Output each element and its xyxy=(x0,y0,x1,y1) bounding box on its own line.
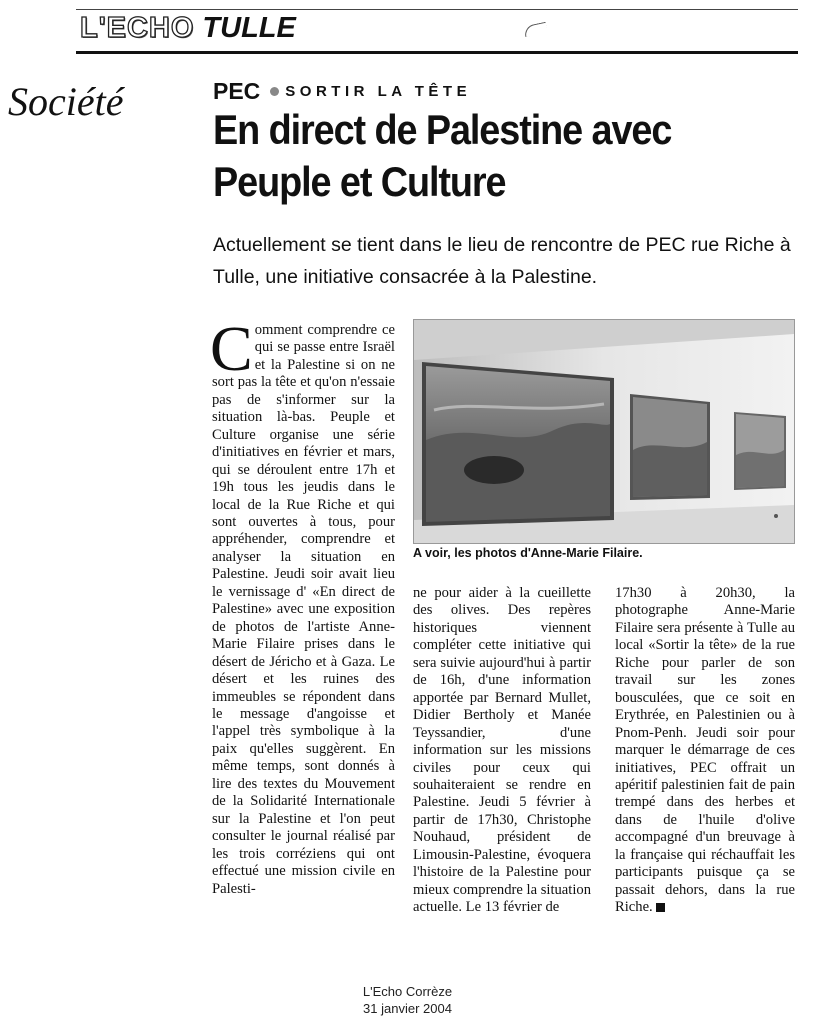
column-3-text: 17h30 à 20h30, la photographe Anne-Marie Filaire sera présente à Tulle au local «Sortir la tête» de la rue Riche pour parler de son travail sur les zones bousculées, que ce soit en Erythrée, en Palestinien ou à Pnom-Penh. Jeudi soir pour marquer le démarrage de ces initiatives, PEC offrait un apéritif palestinien fait de pain trempé dans des herbes et dans de l'huile d'olive accompagné d'un breuvage à la française qui réchauffait les participants puisque ça se passait dehors, dans la rue Riche. xyxy=(615,585,795,916)
column-1-text: omment comprendre ce qui se passe entre Israël et la Palestine si on ne sort pas la tête et qu'on n'essaie pas de s'informer sur la situation là-bas. Peuple et Culture organise une série d'initiatives en février et mars, qui se déroulent entre 17h et 19h tous les jeudis dans le local de la Rue Riche et qui sont ouvertes à tous, pour appréhender, comprendre et analyser la situation en Palestine. Jeudi soir avait lieu le vernissage d' «En direct de Palestine» avec une exposition de photos de l'artiste Anne-Marie Filaire prises dans le désert de Jéricho et à Gaza. Le désert et les ruines des immeubles se répondent dans le message d'angoisse et l'appel très symbolique à la paix qu'elles suggèrent. En même temps, sont donnés à lire des textes du Mouvement de la Solidarité Internationale sur la Palestine et l'on peut consulter le journal réalisé par les trois corréziens qui ont effectué une mission civile en Palesti- xyxy=(212,322,395,897)
masthead-echo: L'ECHO xyxy=(80,12,195,44)
masthead xyxy=(80,12,296,52)
masthead-top-rule xyxy=(76,9,798,10)
footer-date: 31 janvier 2004 xyxy=(363,1001,452,1016)
masthead-bottom-rule xyxy=(76,51,798,54)
article-column-3 xyxy=(615,585,795,917)
pen-mark xyxy=(523,22,548,38)
section-label: Société xyxy=(8,79,124,124)
gallery-photo-image xyxy=(414,320,794,543)
exhibition-photo xyxy=(413,319,795,544)
kicker-pec: PEC xyxy=(213,78,261,104)
article-column-2: ne pour aider à la cueillette des olives. Des repères historiques viennent compléter cette initiative qui sera suivie aujourd'hui à partir de 16h, d'une information apportée par Bernard Mullet, Didier Bertholy et Manée Teyssandier, d'une information sur les missions civiles pour ceux qui souhaiteraient se rendre en Palestine. Jeudi 5 février à partir de 17h30, Christophe Nouhaud, président de Limousin-Palestine, évoquera l'histoire de la Palestine pour mieux comprendre la situation actuelle. Le 13 février de xyxy=(413,585,591,916)
kicker xyxy=(213,78,471,105)
end-mark-icon xyxy=(656,903,665,912)
article-column-1 xyxy=(210,313,395,898)
headline: En direct de Palestine avec Peuple et Culture xyxy=(213,106,672,205)
footer-publication: L'Echo Corrèze xyxy=(362,984,453,999)
kicker-tag: SORTIR LA TÊTE xyxy=(285,83,472,100)
masthead-city: TULLE xyxy=(202,12,296,44)
bullet-icon xyxy=(270,87,279,96)
photo-caption: A voir, les photos d'Anne-Marie Filaire. xyxy=(413,546,643,560)
lead-paragraph: Actuellement se tient dans le lieu de rencontre de PEC rue Riche à Tulle, une initiative consacrée à la Palestine. xyxy=(213,234,791,288)
drop-cap: C xyxy=(210,313,253,384)
